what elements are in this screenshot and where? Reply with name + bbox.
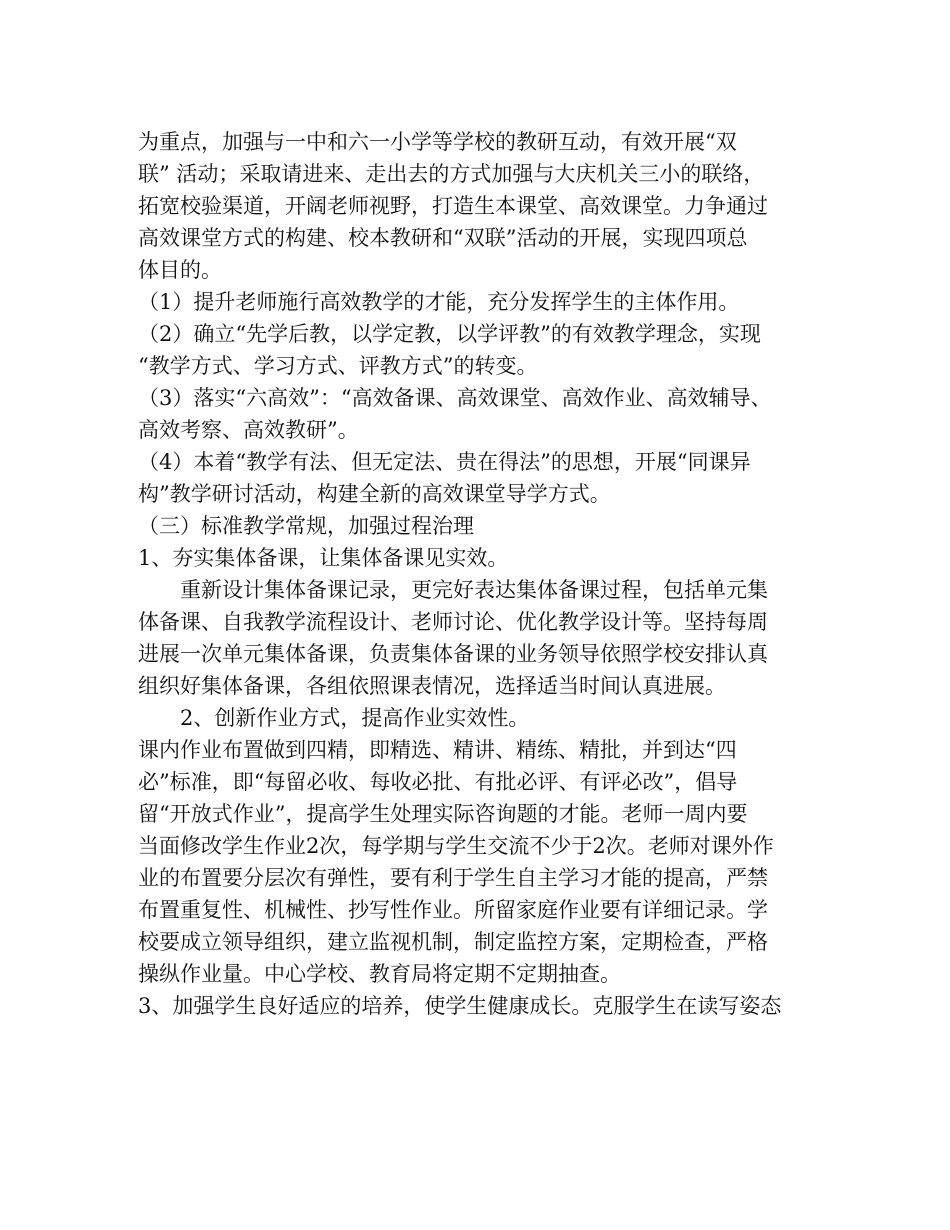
paragraph-line: 布置重复性、机械性、抄写性作业。所留家庭作业要有详细记录。学 [138,898,768,922]
subsection-heading-3: 3、加强学生良好适应的培养，使学生健康成长。克服学生在读写姿态 [138,994,782,1018]
subsection-heading-2: 2、创新作业方式，提高作业实效性。 [180,706,530,730]
text-line: 高效考察、高效教研”。 [138,418,359,442]
paragraph-line: 留“开放式作业”，提高学生处理实际咨询题的才能。老师一周内要 [138,802,748,826]
text-line: 构”教学研讨活动，构建全新的高效课堂导学方式。 [138,482,611,506]
paragraph-line: 重新设计集体备课记录，更完好表达集体备课过程，包括单元集 [180,578,768,602]
list-item-4: （4）本着“教学有法、但无定法、贵在得法”的思想，开展“同课异 [138,450,751,474]
list-item-2: （2）确立“先学后教，以学定教，以学评教”的有效教学理念，实现 [138,322,761,346]
subsection-heading-1: 1、夯实集体备课，让集体备课见实效。 [138,546,509,570]
list-item-1: （1）提升老师施行高效教学的才能，充分发挥学生的主体作用。 [138,290,740,314]
document-body [138,126,828,1022]
paragraph-line: 业的布置要分层次有弹性，要有利于学生自主学习才能的提高，严禁 [138,866,768,890]
paragraph-line: 当面修改学生作业2次，每学期与学生交流不少于2次。老师对课外作 [138,834,774,858]
paragraph-line: 进展一次单元集体备课，负责集体备课的业务领导依照学校安排认真 [138,642,768,666]
paragraph-line: 课内作业布置做到四精，即精选、精讲、精练、精批，并到达“四 [138,738,737,762]
text-line: “教学方式、学习方式、评教方式”的转变。 [138,354,538,378]
section-heading: （三）标准教学常规，加强过程治理 [138,514,474,538]
paragraph-line: 校要成立领导组织，建立监视机制，制定监控方案，定期检查，严格 [138,930,768,954]
text-line: 体目的。 [138,258,222,282]
text-line: 拓宽校验渠道，开阔老师视野，打造生本课堂、高效课堂。力争通过 [138,194,768,218]
paragraph-line: 体备课、自我教学流程设计、老师讨论、优化教学设计等。坚持每周 [138,610,768,634]
text-line: 联” 活动；采取请进来、走出去的方式加强与大庆机关三小的联络， [138,162,765,186]
list-item-3: （3）落实“六高效”：“高效备课、高效课堂、高效作业、高效辅导、 [138,386,772,410]
paragraph-line: 组织好集体备课，各组依照课表情况，选择适当时间认真进展。 [138,674,726,698]
text-line: 高效课堂方式的构建、校本教研和“双联”活动的开展，实现四项总 [138,226,748,250]
text-line: 为重点，加强与一中和六一小学等学校的教研互动，有效开展“双 [138,130,737,154]
paragraph-line: 必”标准，即“每留必收、每收必批、有批必评、有评必改”，倡导 [138,770,738,794]
paragraph-line: 操纵作业量。中心学校、教育局将定期不定期抽查。 [138,962,621,986]
